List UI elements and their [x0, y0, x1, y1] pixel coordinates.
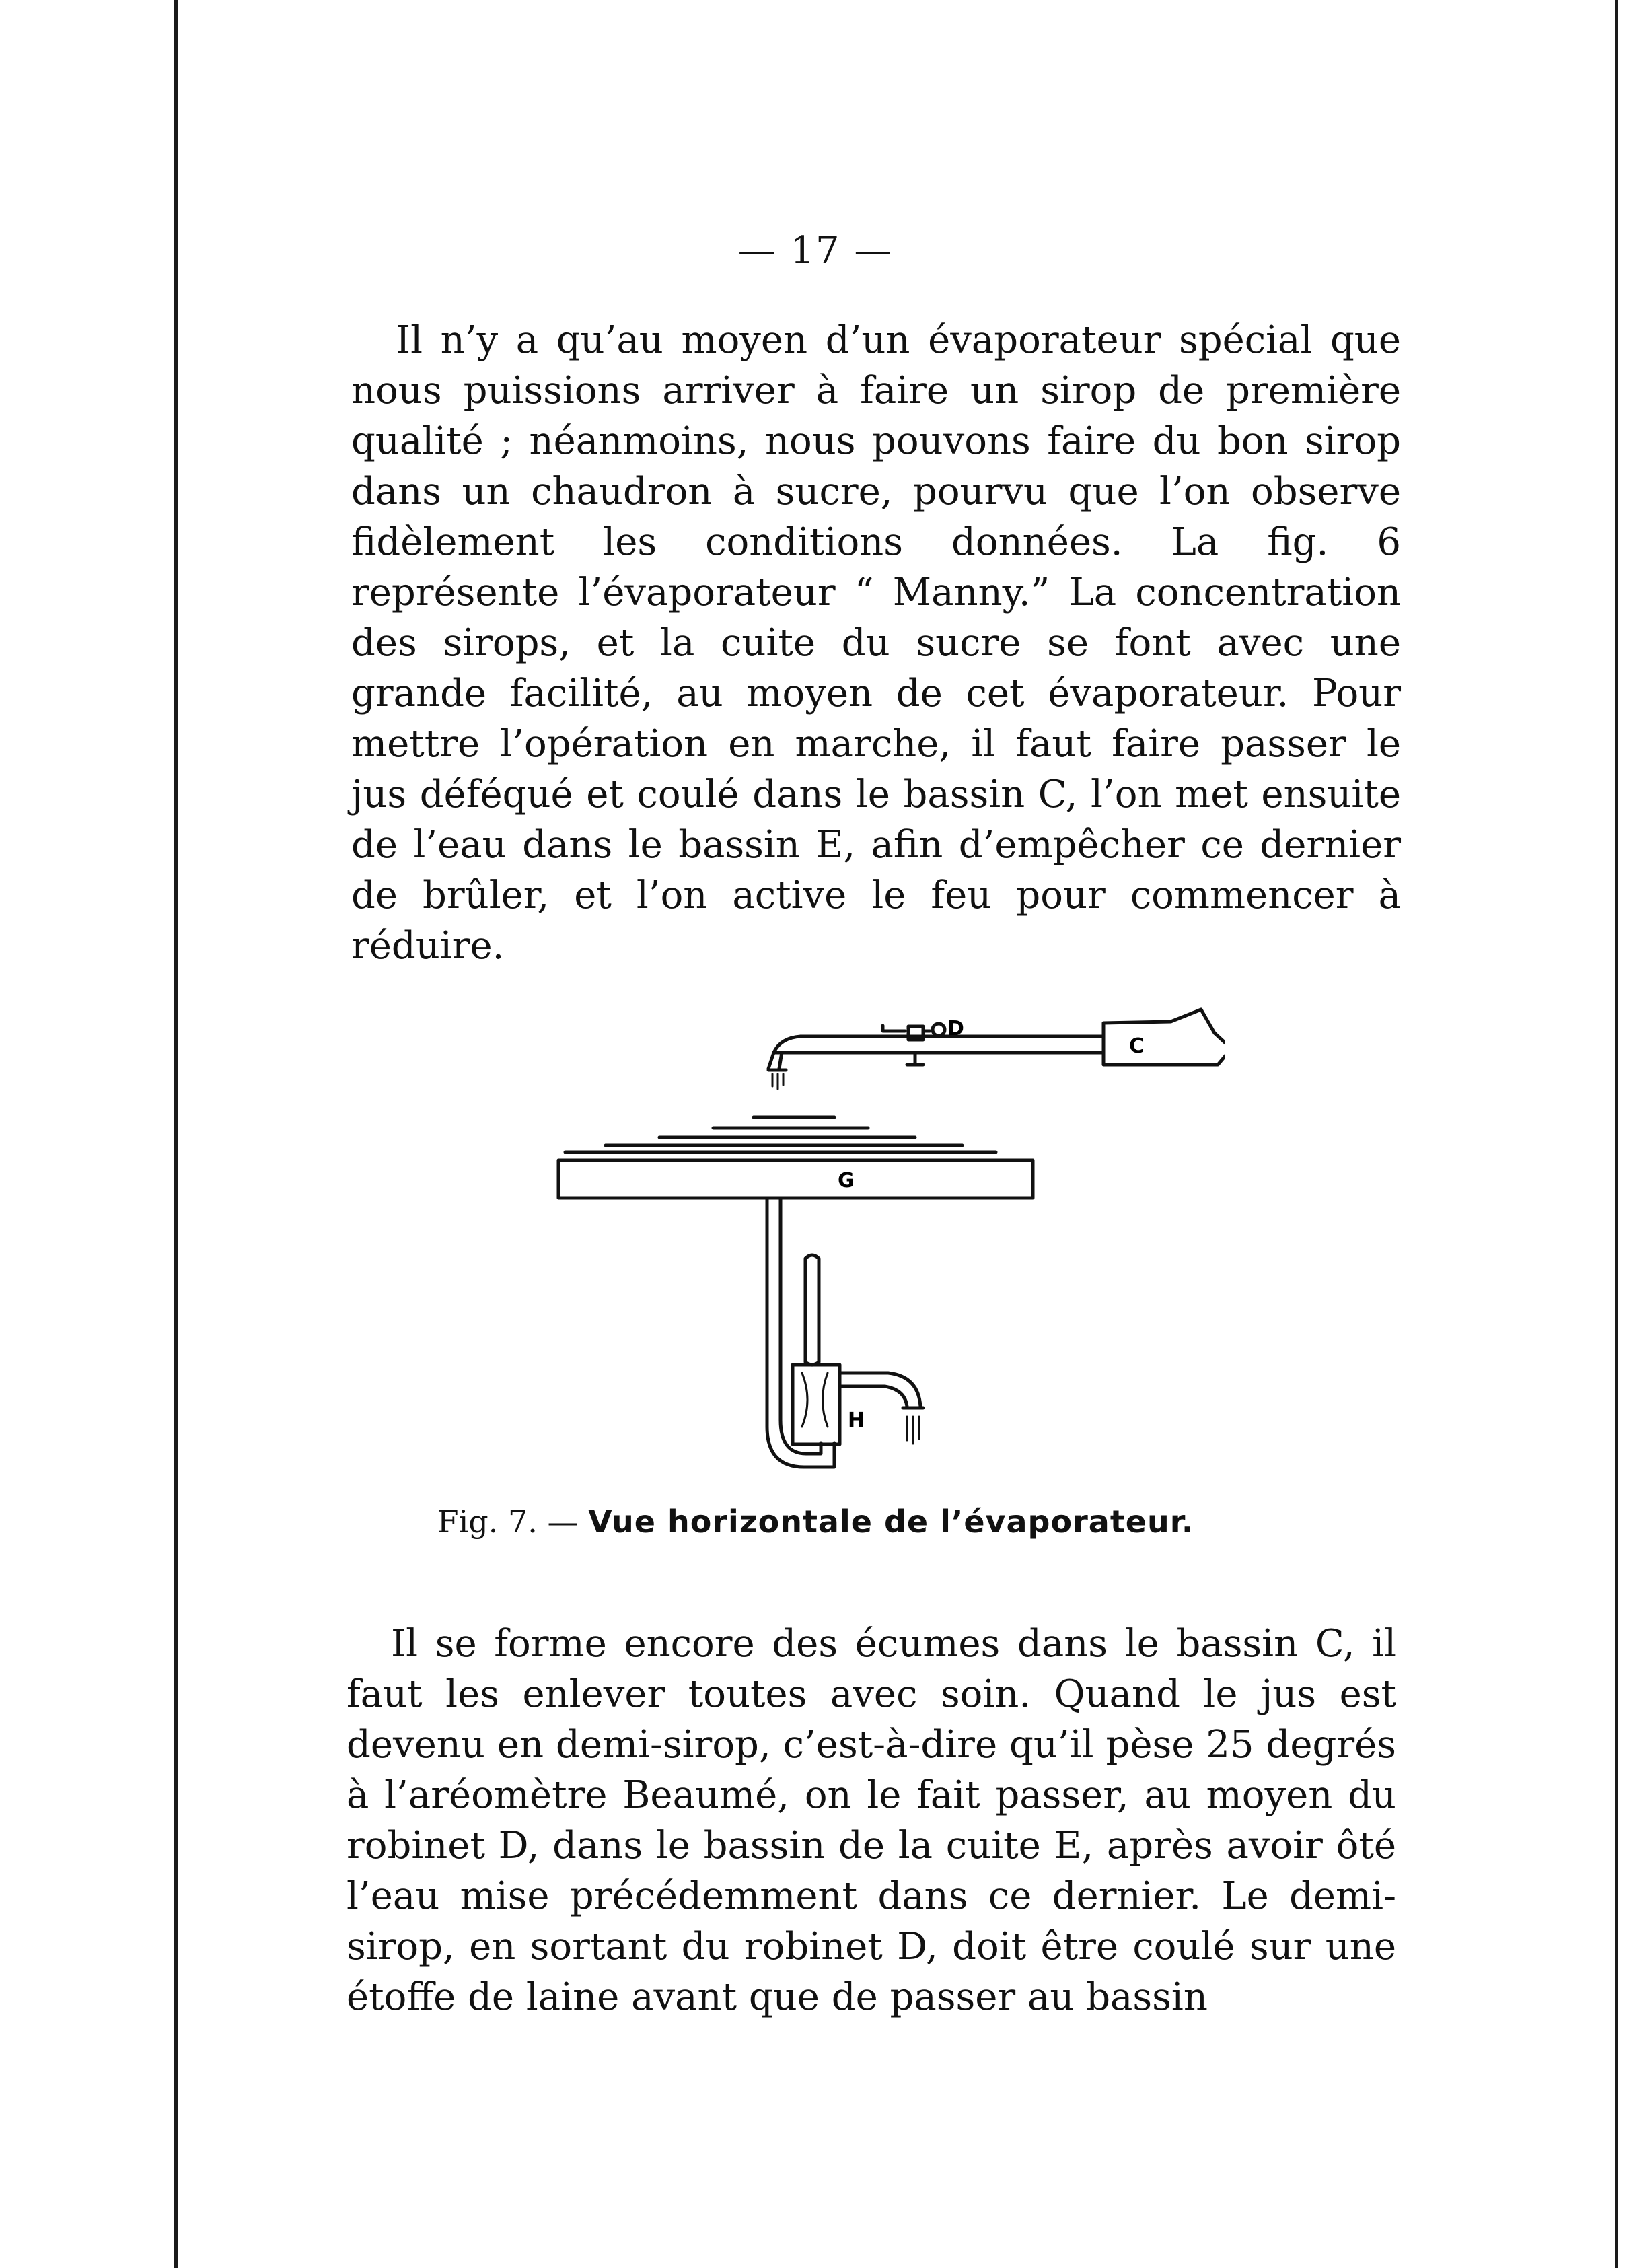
- drip-from-spout: [772, 1074, 783, 1089]
- u-tube-outer: [767, 1199, 834, 1467]
- figure-caption: [0, 1503, 1631, 1540]
- paragraph-1: Il n’y a qu’au moyen d’un évaporateur spécial que nous puissions arriver à faire un sirop de première qualité ; néanmoins, nous pouvons faire du bon sirop dans un chaudron à sucre, pourvu que l’on observe fidèlement les conditions données. La fig. 6 représente l’évaporateur “ Manny.” La concentration des sirops, et la cuite du sucre se font avec une grande facilité, au moyen de cet évaporateur. Pour mettre l’opération en marche, il faut faire passer le jus déféqué et coulé dans le bassin C, l’on met ensuite de l’eau dans le bassin E, afin d’empêcher ce dernier de brûler, et l’on active le feu pour commencer à réduire.: [351, 318, 1401, 968]
- label-c: C: [1129, 1034, 1145, 1058]
- box-h-liquid: [802, 1373, 828, 1427]
- tank-c: [1103, 1009, 1225, 1065]
- label-d: D: [947, 1017, 964, 1040]
- thermometer-tube: [805, 1255, 819, 1365]
- page-number: — 17 —: [737, 229, 894, 273]
- box-h-inner: [793, 1365, 840, 1444]
- u-tube-inner: [781, 1199, 821, 1454]
- caption-dash: —: [537, 1503, 589, 1540]
- outlet-drip: [907, 1417, 919, 1444]
- caption-title: Vue horizontale de l’évaporateur.: [588, 1503, 1194, 1540]
- valve-d-knob: [933, 1024, 945, 1036]
- caption-number: Fig. 7.: [437, 1503, 538, 1540]
- valve-d-drop: [907, 1053, 923, 1065]
- page-edge-right: [1615, 0, 1618, 2268]
- page-edge-left: [174, 0, 178, 2268]
- label-h: H: [848, 1409, 865, 1432]
- label-g: G: [838, 1169, 855, 1193]
- outlet-pipe-bottom: [841, 1386, 907, 1407]
- figure-evaporator: [552, 996, 1225, 1494]
- evaporator-drawing: [552, 996, 1225, 1494]
- paragraph-2: Il se forme encore des écumes dans le bassin C, il faut les enlever toutes avec soin. Quand le jus est devenu en demi-sirop, c’est-à-dire qu’il pèse 25 degrés à l’aréomètre Beaumé, on le fait passer, au moyen du robinet D, dans le bassin de la cuite E, après avoir ôté l’eau mise précédemment dans ce dernier. Le demi-sirop, en sortant du robinet D, doit être coulé sur une étoffe de laine avant que de passer au bassin: [347, 1622, 1396, 2019]
- outlet-pipe-top: [841, 1373, 920, 1407]
- pan-g: [558, 1160, 1033, 1198]
